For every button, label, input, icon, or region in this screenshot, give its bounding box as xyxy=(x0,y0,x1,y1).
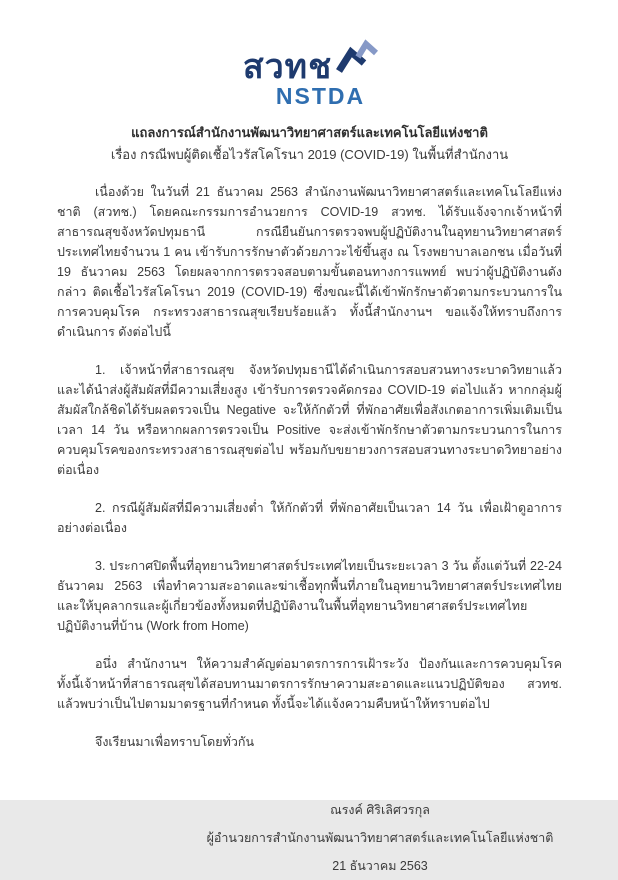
nstda-logo-latin-text: NSTDA xyxy=(275,83,366,109)
paragraph-intro: เนื่องด้วย ในวันที่ 21 ธันวาคม 2563 สำนักงานพัฒนาวิทยาศาสตร์และเทคโนโลยีแห่งชาติ (สวทช.) โดยคณะกรรมการอำนวยการ COVID-19 สวทช. ได้รับแจ้งจากเจ้าหน้าที่สาธารณสุขจังหวัดปทุมธานี กรณียืนยันการตรวจพบผู้ปฏิบัติงานในอุทยานวิทยาศาสตร์ประเทศไทยจำนวน 1 คน เข้ารับการรักษาตัวด้วยภาวะไข้ขึ้นสูง ณ โรงพยาบาลเอกชน เมื่อวันที่ 19 ธันวาคม 2563 โดยผลจากการตรวจสอบตามขั้นตอนทางการแพทย์ พบว่าผู้ปฏิบัติงานดังกล่าว ติดเชื้อไวรัสโคโรนา 2019 (COVID-19) ซึ่งขณะนี้ได้เข้าพักรักษาตัวตามกระบวนการในการควบคุมโรค กระทรวงสาธารณสุขเรียบร้อยแล้ว ทั้งนี้สำนักงานฯ ขอแจ้งให้ทราบถึงการดำเนินการ ดังต่อไปนี้ xyxy=(57,185,562,339)
closing-line: จึงเรียนมาเพื่อทราบโดยทั่วกัน xyxy=(95,735,254,749)
document-title: แถลงการณ์สำนักงานพัฒนาวิทยาศาสตร์และเทคโนโลยีแห่งชาติ xyxy=(131,125,488,140)
paragraph-item-3: 3. ประกาศปิดพื้นที่อุทยานวิทยาศาสตร์ประเทศไทยเป็นระยะเวลา 3 วัน ตั้งแต่วันที่ 22-24 ธันวาคม 2563 เพื่อทำความสะอาดและฆ่าเชื้อทุกพื้นที่ภายในอุทยานวิทยาศาสตร์ประเทศไทย และให้บุคลากรและผู้เกี่ยวข้องทั้งหมดที่ปฏิบัติงานในพื้นที่อุทยานวิทยาศาสตร์ประเทศไทย ปฏิบัติงานที่บ้าน (Work from Home) xyxy=(57,559,562,633)
signature-block xyxy=(200,796,560,880)
document-subject: เรื่อง กรณีพบผู้ติดเชื้อไวรัสโคโรนา 2019 (COVID-19) ในพื้นที่สำนักงาน xyxy=(110,147,509,162)
document-body xyxy=(57,182,562,752)
paragraph-item-1: 1. เจ้าหน้าที่สาธารณสุข จังหวัดปทุมธานีได้ดำเนินการสอบสวนทางระบาดวิทยาแล้ว และได้นำส่งผู้สัมผัสที่มีความเสี่ยงสูง เข้ารับการตรวจคัดกรอง COVID-19 ต่อไปแล้ว หากกลุ่มผู้สัมผัสใกล้ชิดได้รับผลตรวจเป็น Negative จะให้กักตัวที่ ที่พักอาศัยเพื่อสังเกตอาการเพิ่มเติมเป็นเวลา 14 วัน หรือหากผลการตรวจเป็น Positive จะส่งเข้าพักรักษาตัวตามกระบวนการในการควบคุมโรคของกระทรวงสาธารณสุขต่อไป พร้อมกับขยายวงการสอบสวนทางระบาดวิทยาอย่างต่อเนื่อง xyxy=(57,363,562,477)
paragraph-note: อนึ่ง สำนักงานฯ ให้ความสำคัญต่อมาตรการการเฝ้าระวัง ป้องกันและการควบคุมโรค ทั้งนี้เจ้าหน้าที่สาธารณสุขได้สอบทานมาตรการรักษาความสะอาดและแนวปฏิบัติของ สวทช. แล้วพบว่าเป็นไปตามมาตรฐานที่กำหนด ทั้งนี้จะได้แจ้งความคืบหน้าให้ทราบต่อไป xyxy=(57,657,562,711)
nstda-logo xyxy=(235,40,385,108)
signature-date: 21 ธันวาคม 2563 xyxy=(332,859,428,873)
signer-title: ผู้อำนวยการสำนักงานพัฒนาวิทยาศาสตร์และเทคโนโลยีแห่งชาติ xyxy=(206,831,554,845)
paragraph-item-2: 2. กรณีผู้สัมผัสที่มีความเสี่ยงต่ำ ให้กักตัวที่ ที่พักอาศัยเป็นเวลา 14 วัน เพื่อเฝ้าดูอาการอย่างต่อเนื่อง xyxy=(57,501,562,535)
nstda-chevron-icon xyxy=(336,40,376,74)
signer-name: ณรงค์ ศิริเลิศวรกุล xyxy=(330,803,430,817)
nstda-logo-thai-text: สวทช xyxy=(242,48,333,86)
